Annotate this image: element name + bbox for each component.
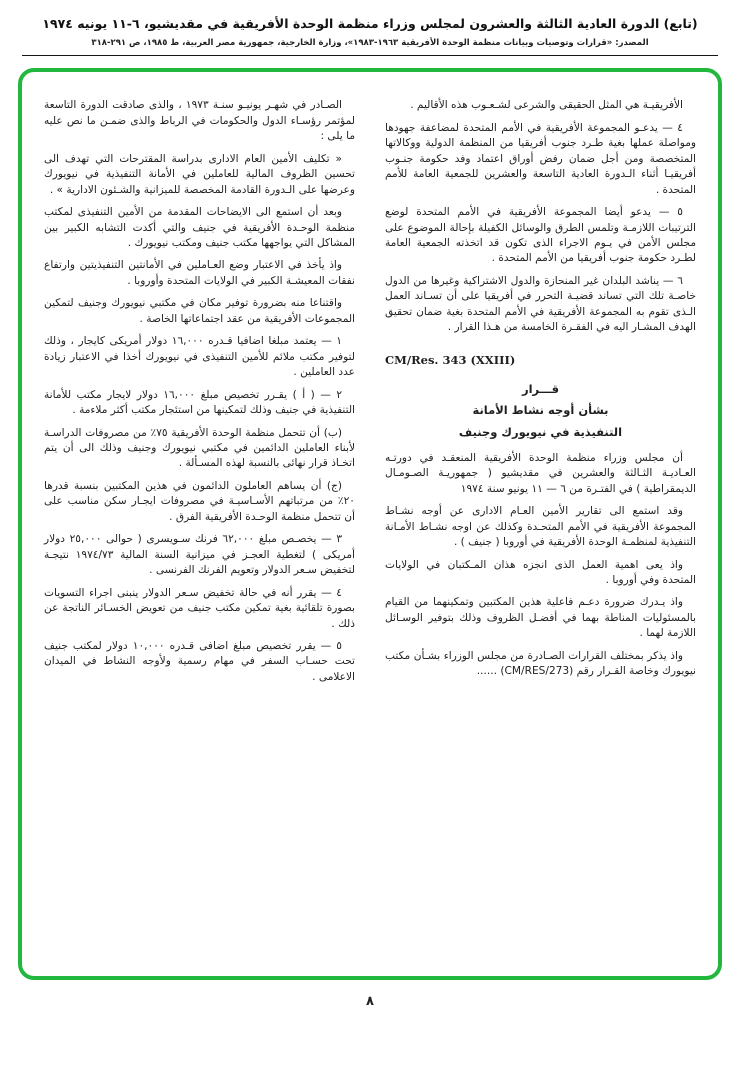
paragraph: واذ يأخذ في الاعتبار وضع العـاملين في الأمانتين التنفيذيتين وارتفاع نفقات المعيشـة الكبير في الولايات المتحدة وأوروبا . (44, 259, 355, 287)
resolution-heading (385, 381, 696, 441)
paragraph: ٤ — يقرر أنه في حالة تخفيض سـعر الدولار ينبنى اجراء التسويات بصورة تلقائية بغية تمكين مكتب جنيف من تعويض الخسـائر الناتجة عن ذلك . (44, 586, 355, 630)
paragraph: واذ يـدرك ضرورة دعـم فاعلية هذين المكتبين وتمكينهما من القيام بالمسئوليات المناطة بهما في أفضـل الظروف وذلك بتوفير الوسـائل اللازمة لهما . (385, 596, 696, 640)
paragraph: واذ يذكر بمختلف القرارات الصـادرة من مجلس الوزراء بشـأن مكتب نيويورك وخاصة القـرار رقم (CM/RES/273) ...... (385, 649, 696, 678)
paragraph: (ج) أن يساهم العاملون الدائمون في هذين المكتبين بنسبة قدرها ٢٠٪ من مرتباتهم الأسـاسيـة في مصروفات ايجـار سكن مناسب على أن تتحمل منظمة الوحـدة الأفريقية الفرق . (44, 479, 355, 523)
paragraph: وبعد أن استمع الى الايضاحات المقدمة من الأمين التنفيذى لمكتب منظمة الوحـدة الأفريقية في جنيف والتي أكدت التشابه الكبير بين المشاكل التي يواجهها مكتب جنيف ومكتب نيويورك . (44, 206, 355, 249)
two-column-text (44, 98, 696, 968)
left-column (44, 98, 355, 968)
page-header (16, 14, 724, 56)
paragraph: ٢ — ( أ ) يقـرر تخصيص مبلغ ١٦,٠٠٠ دولار لايجار مكتب للأمانة التنفيذية في جنيف وذلك لتمكينها من استئجار مكتب أكثر ملاءمة . (44, 388, 355, 417)
resolution-heading-line: بشأن أوجه نشاط الأمانة (472, 403, 609, 418)
paragraph: ٥ — يقرر تخصيص مبلغ اضافى قـدره ١٠,٠٠٠ دولار لمكتب جنيف تحت حسـاب السفر في مهام رسمية ولأوجه النشاط في الميدان الاعلامى . (44, 639, 355, 683)
paragraph: الأفريقيـة هي المثل الحقيقى والشرعى لشـعـوب هذه الأقاليم . (410, 99, 683, 112)
paragraph: ١ — يعتمد مبلغا اضافيا قـدره ١٦,٠٠٠ دولار أمريكى كايجار ، وذلك لتوفير مكتب ملائم للأمين التنفيذى في نيويورك أخذا في الاعتبار زيادة عدد العاملين . (44, 335, 355, 379)
paragraph: واذ يعى اهمية العمل الذى انجزه هذان المـكتبان في الولايات المتحدة وفي أوروبا . (385, 558, 696, 587)
resolution-heading-line: قـــرار (521, 381, 560, 396)
paragraph: ٣ — يخصـص مبلغ ٦٢,٠٠٠ فرنك سـويسرى ( حوالى ٢٥,٠٠٠ دولار أمريكى ) لتغطية العجـز في ميزانية السنة المالية ١٩٧٤/٧٣ نتيجـة لتخفيض سـعر الدولار وتعويم الفرنك الفرنسى . (44, 533, 355, 577)
paragraph: ٥ — يدعو أيضا المجموعة الأفريقية في الأمم المتحدة لوضع الترتيبات اللازمـة وتلمس الطرق والوسائل الكفيلة بإحالة الموضوع على مجلس الأمن في يـوم الاجراء الذى تكون قد اتخذته الجمعية العامة لطـرد حكومة جنوب أفريقيا من الأمم المتحدة . (385, 206, 696, 265)
paragraph: أن مجلس وزراء منظمة الوحدة الأفريقية المنعقـد في دورتـه العـاديـة الثـالثة والعشرين في مقديشيو ( جمهوريـة الصـومـال الديمقراطية ) في الفتـرة من ٦ — ١١ يونيو سنة ١٩٧٤ (385, 451, 696, 495)
paragraph: وقد استمع الى تقارير الأمين العـام الادارى عن أوجه نشـاط المجموعة الأفريقية في الأمم المتحـدة وكذلك عن اوجه نشـاط الأمـانة التنفيذية لمنظمـة الوحدة الأفريقية في أوروبا ( جنيف ) . (385, 505, 696, 549)
paragraph: ٤ — يدعـو المجموعة الأفريقية في الأمم المتحدة لمضاعفة جهودها ومواصلة عملها بغية طـرد جنوب أفريقيا من المنظمة الدولية ووكالاتها المتخصصة ومن أجل ضمان رفض أوراق اعتماد وفد حكومة جنـوب أفريقيـا أثناء الـدورة العادية التاسعة والعشرين للجمعية العامة للأمم المتحدة . (385, 121, 696, 196)
resolution-reference: CM/Res. 343 (XXIII) (385, 352, 516, 367)
paragraph: ٦ — يناشد البلدان غير المنحازة والدول الاشتراكية وغيرها من الدول خاصـة تلك التي تساند قضيـة التحرر في أفريقيا على أن تسـاند العمل الـذى تقوم به المجموعة الأفريقية في الأمم المتحدة بغية ضمان تحقيق الهدف المشـار اليه في الفقـرة الخامسة من هـذا القرار . (385, 274, 696, 334)
page-number: ٨ (366, 994, 374, 1010)
document-title: (تابع) الدورة العادية الثالثة والعشرون لمجلس وزراء منظمة الوحدة الأفريقية في مقديشيو، ٦-١١ يونيه ١٩٧٤ (42, 16, 698, 31)
content-frame (18, 68, 722, 980)
right-column (385, 98, 696, 968)
source-line: المصدر: «قرارات وتوصيات وبيانات منظمة الوحدة الأفريقية ١٩٦٣-١٩٨٣»، وزارة الخارجية، جمهورية مصر العربية، ط ١٩٨٥، ص ٢٩١-٣١٨ (91, 38, 649, 49)
page-footer (16, 990, 724, 1009)
resolution-heading-line: التنفيذية في نيويورك وجنيف (458, 425, 623, 440)
paragraph: الصـادر في شهـر يونيـو سنـة ١٩٧٣ ، والذى صادقت الدورة التاسعة لمؤتمر رؤسـاء الدول والحكومات في الرباط والذى ضمـن ما نص عليه ما يلى : (44, 99, 355, 143)
paragraph: (ب) أن تتحمل منظمة الوحدة الأفريقية ٧٥٪ من مصروفات الدراسـة لأبناء العاملين الدائمين في مكتبي نيويورك وجنيف وذلك الى أن يتم اتخـاذ قرار نهائى بالنسبة لهذه المسـألة . (44, 426, 355, 470)
paragraph: « تكليف الأمين العام الادارى بدراسة المقترحات التي تهدف الى تحسين الظروف المالية للعاملين في الأمانة التنفيذية في نيويورك وعرضها على الـدورة القادمة المخصصة للميزانية والشـئون الادارية » . (44, 152, 355, 196)
header-divider (22, 55, 718, 56)
paragraph: واقتناعا منه بضرورة توفير مكان في مكتبي نيويورك وجنيف لتمكين المجموعات الأفريقية من عقد اجتماعاتها الخاصة . (44, 297, 355, 325)
